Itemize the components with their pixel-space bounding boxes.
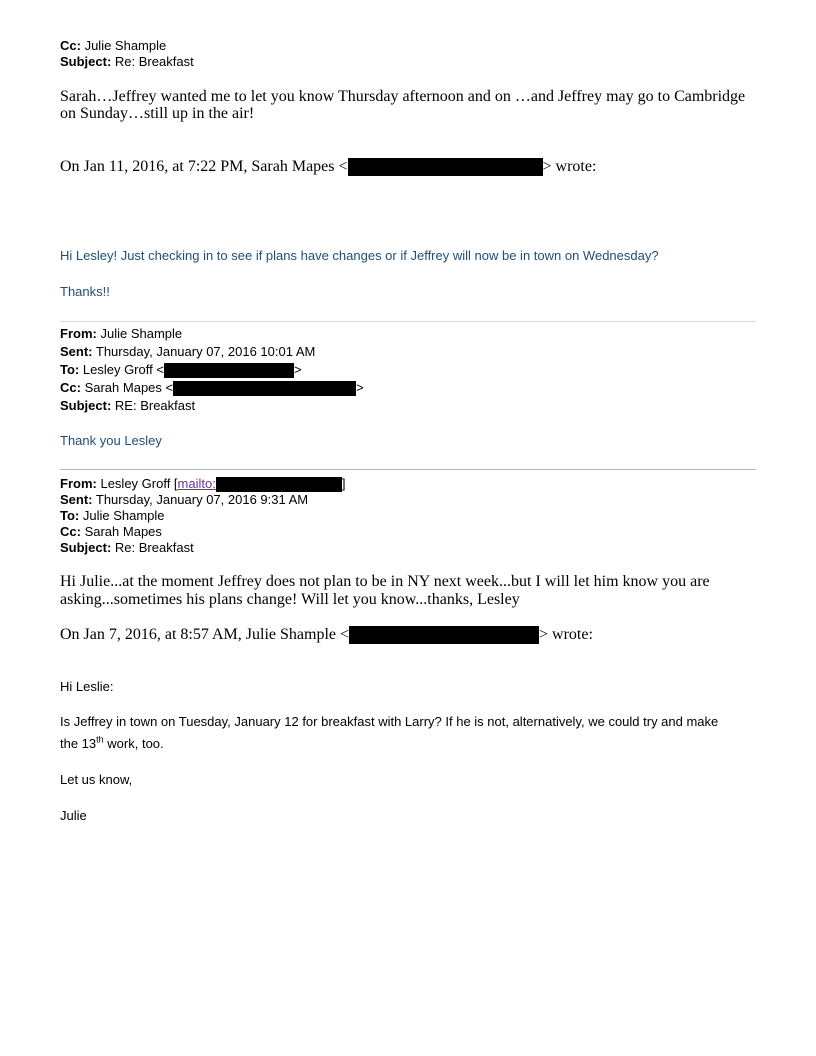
reply1-line2: on Sunday…still up in the air! xyxy=(60,105,255,122)
cc-value: Sarah Mapes < xyxy=(84,380,174,395)
sarah-msg-line2: Thanks!! xyxy=(60,284,110,299)
redacted-email xyxy=(164,363,294,378)
sent-label: Sent: xyxy=(60,344,93,359)
from-close: ] xyxy=(341,476,346,491)
redacted-email xyxy=(349,626,539,644)
subject-label: Subject: xyxy=(60,398,112,413)
sarah-msg-line1: Hi Lesley! Just checking in to see if plans have changes or if Jeffrey will now be in town on Wednesday? xyxy=(60,248,659,263)
email2-sent xyxy=(60,343,315,361)
mailto-link[interactable]: mailto: xyxy=(177,476,216,491)
from-label: From: xyxy=(60,476,97,491)
quote1-prefix: On Jan 11, 2016, at 7:22 PM, Sarah Mapes < xyxy=(60,158,348,175)
to-label: To: xyxy=(60,362,80,377)
cc-label: Cc: xyxy=(60,38,81,53)
cc-label: Cc: xyxy=(60,380,81,395)
quote2-line xyxy=(60,626,593,644)
from-label: From: xyxy=(60,326,97,341)
to-value: Lesley Groff < xyxy=(82,362,164,377)
subject-label: Subject: xyxy=(60,54,112,69)
email2-subject xyxy=(60,397,195,415)
julie-line2 xyxy=(60,733,164,755)
cc-value: Julie Shample xyxy=(84,38,167,53)
redacted-email xyxy=(173,381,356,396)
subject-value: Re: Breakfast xyxy=(114,540,194,555)
to-close: > xyxy=(293,362,302,377)
email2-cc xyxy=(60,379,364,397)
subject-label: Subject: xyxy=(60,540,112,555)
separator xyxy=(60,321,756,322)
cc-value: Sarah Mapes xyxy=(84,524,162,539)
from-value: Lesley Groff [ xyxy=(100,476,178,491)
quote1-line xyxy=(60,158,596,176)
email3-subject xyxy=(60,539,194,557)
from-value: Julie Shample xyxy=(100,326,183,341)
email3-body-line1: Hi Julie...at the moment Jeffrey does not plan to be in NY next week...but I will let him know you are xyxy=(60,573,710,590)
reply1-line1: Sarah…Jeffrey wanted me to let you know Thursday afternoon and on …and Jeffrey may go to Cambridge xyxy=(60,88,746,105)
julie-greeting: Hi Leslie: xyxy=(60,679,114,694)
to-value: Julie Shample xyxy=(82,508,165,523)
sent-value: Thursday, January 07, 2016 9:31 AM xyxy=(95,492,309,507)
julie-line1: Is Jeffrey in town on Tuesday, January 12 for breakfast with Larry? If he is not, alternatively, we could try and make xyxy=(60,714,719,729)
redacted-email xyxy=(348,158,543,176)
email2-from xyxy=(60,325,182,343)
quote2-prefix: On Jan 7, 2016, at 8:57 AM, Julie Shample < xyxy=(60,626,350,643)
cc-close: > xyxy=(356,380,364,395)
redacted-email xyxy=(216,477,342,492)
subject-value: Re: Breakfast xyxy=(114,54,194,69)
quote1-suffix: > wrote: xyxy=(542,158,597,175)
cc-label: Cc: xyxy=(60,524,81,539)
to-label: To: xyxy=(60,508,80,523)
julie-line2-post: work, too. xyxy=(103,736,164,751)
quote2-suffix: > wrote: xyxy=(539,626,593,643)
email2-to xyxy=(60,361,302,379)
julie-line2-sup: th xyxy=(96,734,104,745)
sent-label: Sent: xyxy=(60,492,93,507)
email3-body-line2: asking...sometimes his plans change! Will let you know...thanks, Lesley xyxy=(60,591,520,608)
subject-value: RE: Breakfast xyxy=(114,398,196,413)
julie-signature: Julie xyxy=(60,808,87,823)
julie-closing: Let us know, xyxy=(60,772,133,787)
email2-body: Thank you Lesley xyxy=(60,433,162,448)
sent-value: Thursday, January 07, 2016 10:01 AM xyxy=(95,344,316,359)
separator xyxy=(60,469,756,470)
top-subject-line xyxy=(60,53,194,71)
julie-line2-pre: the 13 xyxy=(60,736,97,751)
